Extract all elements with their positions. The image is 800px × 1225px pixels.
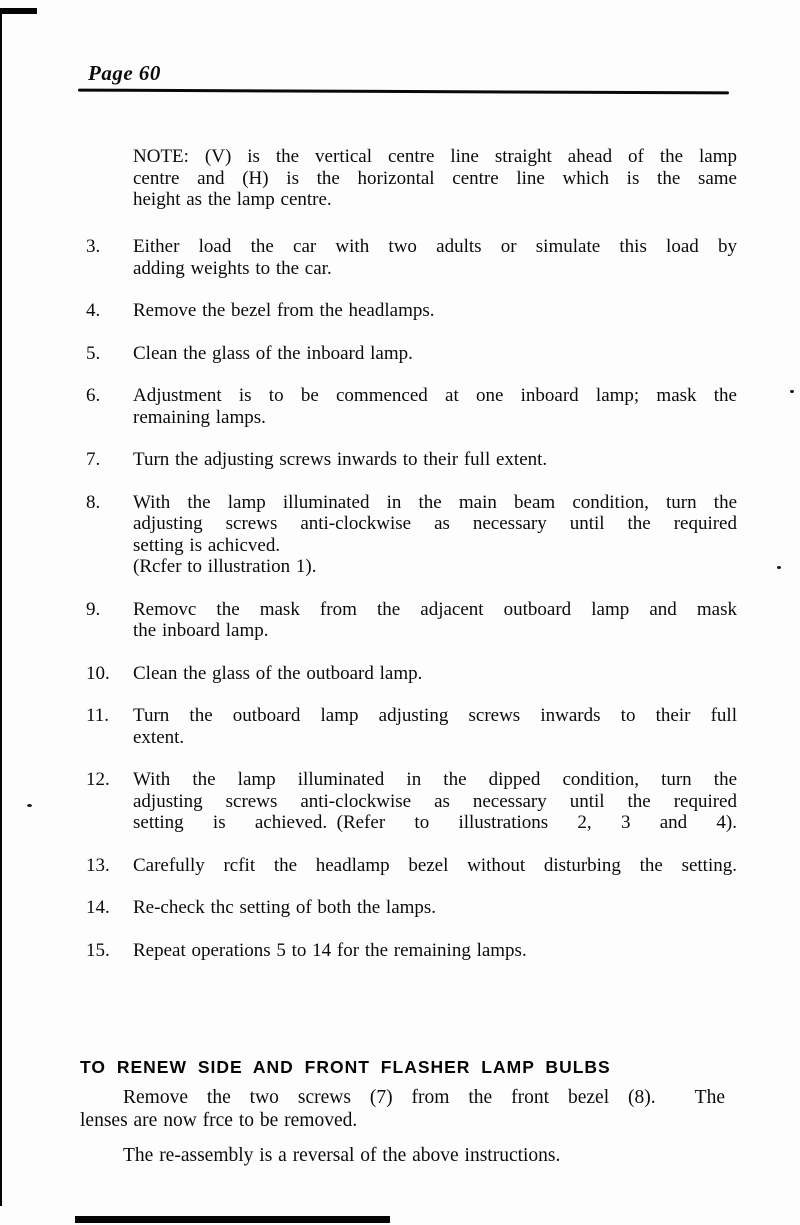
left-edge-scan-line <box>0 8 2 1206</box>
text-line: adjusting screws anti-clockwise as necessary until the required <box>133 513 737 534</box>
item-number: 3. <box>86 236 101 257</box>
item-number: 7. <box>86 449 101 470</box>
text-line: height as the lamp centre. <box>133 189 332 210</box>
item-number: 13. <box>86 854 110 876</box>
list-item <box>86 769 737 834</box>
text-line: Re-check thc setting of both the lamps. <box>133 897 437 918</box>
list-item <box>86 940 737 962</box>
text-line: Either load the car with two adults or simulate this load by <box>133 236 737 257</box>
text-line: Carefully rcfit the headlamp bezel without disturbing the setting. <box>133 854 737 876</box>
scan-speck <box>790 390 794 393</box>
item-number: 12. <box>86 769 110 790</box>
note-paragraph <box>133 146 737 211</box>
text-line: adding weights to the car. <box>133 257 332 279</box>
list-item <box>86 599 737 642</box>
page-number: Page 60 <box>88 61 161 85</box>
list-item <box>86 385 737 428</box>
scan-speck <box>27 804 32 807</box>
list-item <box>86 855 737 877</box>
text-line: NOTE: (V) is the vertical centre line straight ahead of the lamp <box>133 146 737 167</box>
item-number: 6. <box>86 385 101 406</box>
item-number: 15. <box>86 939 110 961</box>
scan-speck <box>777 566 781 569</box>
item-number: 11. <box>86 705 110 726</box>
text-line: Turn the adjusting screws inwards to their full extent. <box>133 449 548 470</box>
text-line: Removc the mask from the adjacent outboard lamp and mask <box>133 598 737 620</box>
item-number: 4. <box>86 300 101 321</box>
text-line: With the lamp illuminated in the main beam condition, turn the <box>133 491 737 513</box>
item-number: 10. <box>86 662 110 684</box>
text-line: Repeat operations 5 to 14 for the remaining lamps. <box>133 939 527 961</box>
text-line: Remove the bezel from the headlamps. <box>133 300 435 321</box>
instruction-list <box>86 236 737 982</box>
list-item <box>86 343 737 365</box>
bottom-scan-bar <box>75 1216 390 1223</box>
item-number: 8. <box>86 491 101 513</box>
text-line: the inboard lamp. <box>133 620 269 641</box>
item-number: 14. <box>86 897 110 918</box>
text-line: remaining lamps. <box>133 406 266 428</box>
text-line: extent. <box>133 726 185 748</box>
item-number: 9. <box>86 598 101 620</box>
list-item <box>86 492 737 578</box>
text-line: centre and (H) is the horizontal centre line which is the same <box>133 167 737 189</box>
list-item <box>86 300 737 322</box>
text-line: lenses are now frce to be removed. <box>80 1110 358 1131</box>
list-item <box>86 236 737 279</box>
list-item <box>86 449 737 471</box>
text-line: Adjustment is to be commenced at one inboard lamp; mask the <box>133 385 737 406</box>
header-rule <box>78 89 729 95</box>
section-paragraph-1 <box>80 1086 725 1132</box>
text-line: Clean the glass of the outboard lamp. <box>133 662 423 684</box>
text-line: Clean the glass of the inboard lamp. <box>133 342 413 364</box>
section-paragraph-2: The re-assembly is a reversal of the above instructions. <box>123 1145 561 1166</box>
text-line: setting is achicved. <box>133 534 281 556</box>
text-line: (Rcfer to illustration 1). <box>133 556 317 577</box>
text-line: Turn the outboard lamp adjusting screws inwards to their full <box>133 705 737 726</box>
text-line: Remove the two screws (7) from the front bezel (8). The <box>123 1087 725 1108</box>
top-left-scan-mark <box>0 8 37 14</box>
section-heading: TO RENEW SIDE AND FRONT FLASHER LAMP BULBS <box>80 1057 611 1077</box>
list-item <box>86 705 737 748</box>
text-line: With the lamp illuminated in the dipped condition, turn the <box>133 769 737 790</box>
text-line: setting is achieved. (Refer to illustrations 2, 3 and 4). <box>133 812 737 833</box>
item-number: 5. <box>86 342 101 364</box>
list-item <box>86 663 737 685</box>
text-line: adjusting screws anti-clockwise as necessary until the required <box>133 790 737 812</box>
list-item <box>86 897 737 919</box>
